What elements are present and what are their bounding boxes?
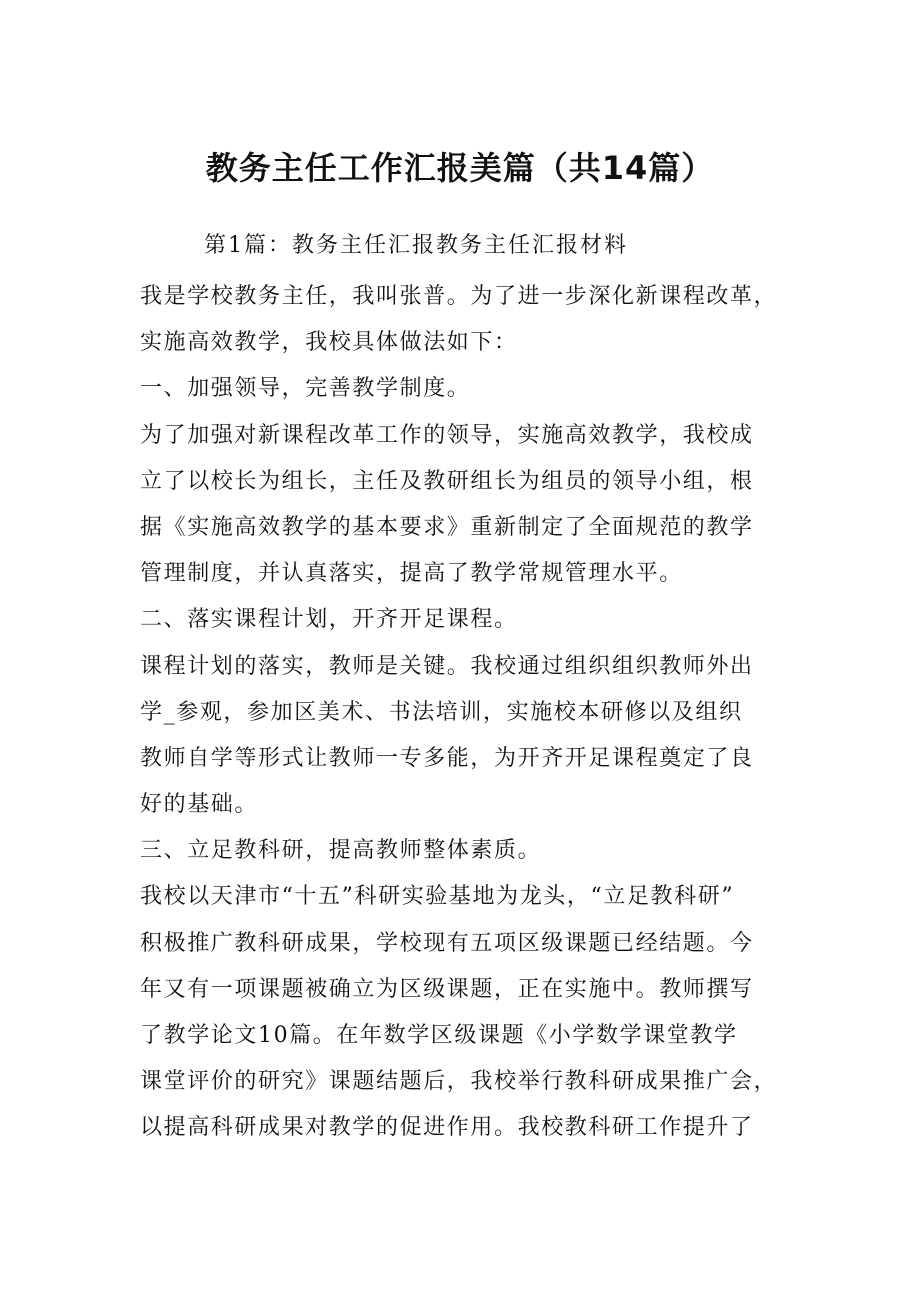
body-line: 实施高效教学，我校具体做法如下： bbox=[140, 330, 518, 356]
document-body bbox=[140, 274, 790, 1152]
section-heading: 二、落实课程计划，开齐开足课程。 bbox=[140, 607, 518, 633]
body-line: 管理制度，并认真落实，提高了教学常规管理水平。 bbox=[140, 561, 683, 587]
body-line: 以提高科研成果对教学的促进作用。我校教科研工作提升了 bbox=[140, 1115, 754, 1141]
body-line: 教师自学等形式让教师一专多能，为开齐开足课程奠定了良 bbox=[140, 745, 754, 771]
body-line: 积极推广教科研成果，学校现有五项区级课题已经结题。今 bbox=[140, 930, 754, 956]
body-line: 年又有一项课题被确立为区级课题，正在实施中。教师撰写 bbox=[140, 976, 754, 1002]
body-line: 课程计划的落实，教师是关键。我校通过组织组织教师外出 bbox=[140, 653, 754, 679]
body-line: 为了加强对新课程改革工作的领导，实施高效教学，我校成 bbox=[140, 422, 754, 448]
body-line: 好的基础。 bbox=[140, 792, 259, 818]
body-line: 据《实施高效教学的基本要求》重新制定了全面规范的教学 bbox=[140, 514, 754, 540]
document-title: 教务主任工作汇报美篇（共14篇） bbox=[205, 149, 715, 187]
section-subtitle: 第1篇：教务主任汇报教务主任汇报材料 bbox=[204, 233, 628, 258]
section-heading: 一、加强领导，完善教学制度。 bbox=[140, 376, 471, 402]
body-line: 课堂评价的研究》课题结题后，我校举行教科研成果推广会， bbox=[140, 1069, 778, 1095]
body-line: 我是学校教务主任，我叫张普。为了进一步深化新课程改革， bbox=[140, 284, 778, 309]
body-line: 了教学论文10篇。在年数学区级课题《小学数学课堂教学 bbox=[140, 1023, 738, 1048]
section-heading: 三、立足教科研，提高教师整体素质。 bbox=[140, 838, 542, 864]
body-line: 学_参观，参加区美术、书法培训，实施校本研修以及组织 bbox=[140, 699, 743, 725]
body-line: 我校以天津市“十五”科研实验基地为龙头，“立足教科研” bbox=[140, 884, 735, 910]
body-line: 立了以校长为组长，主任及教研组长为组员的领导小组，根 bbox=[140, 468, 754, 494]
